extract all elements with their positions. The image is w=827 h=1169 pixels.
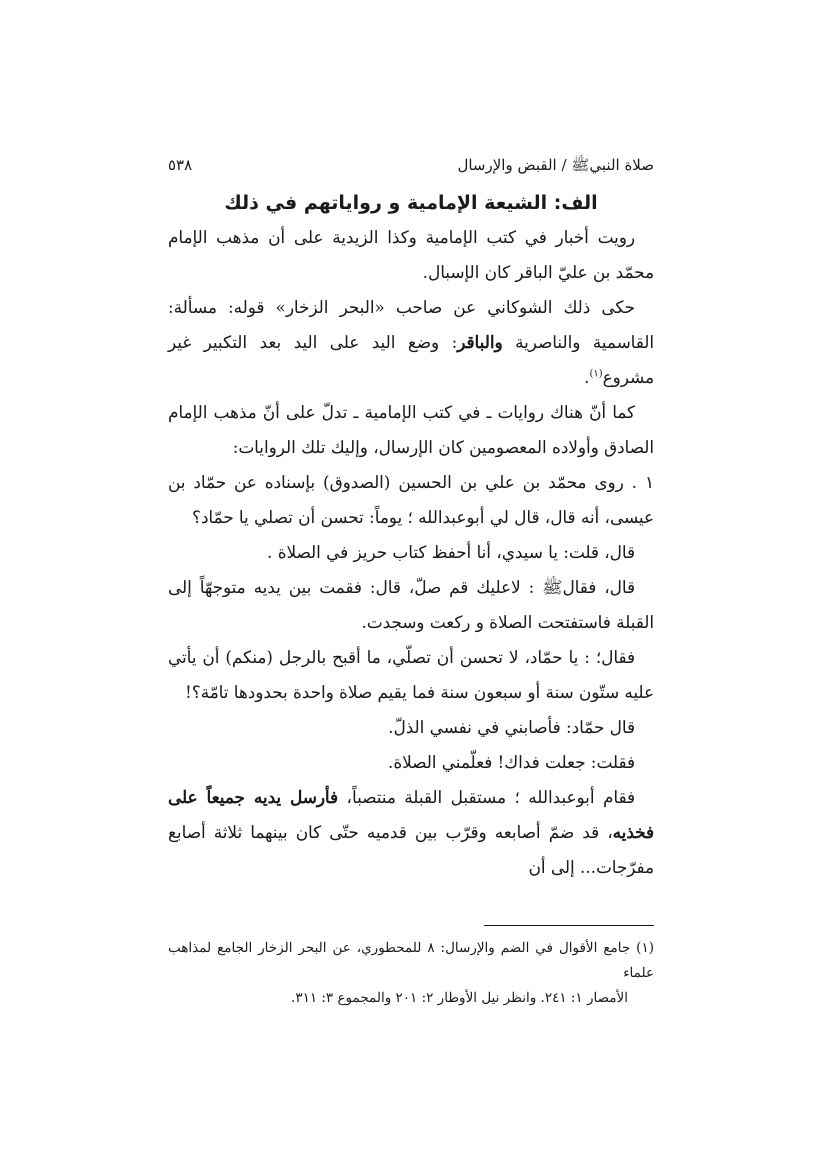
paragraph-10: [168, 780, 654, 885]
paragraph-8: قال حمّاد: فأصابني في نفسي الذلّ.: [388, 717, 635, 737]
page-number: ٥٣٨: [168, 156, 193, 174]
paragraph-4: ١ . روى محمّد بن علي بن الحسين (الصدوق) بإسناده عن حمّاد بن عيسى، أنه قال، قال لي أبوعبدالله ؛ يوماً: تحسن أن تصلي يا حمّاد؟: [168, 472, 654, 527]
paragraph-3: كما أنّ هناك روايات ـ في كتب الإمامية ـ تدلّ على أنّ مذهب الإمام الصادق وأولاده المعصومين كان الإرسال، وإليك تلك الروايات:: [168, 402, 654, 457]
paragraph-10-end: ، قد ضمّ أصابعه وقرّب بين قدميه حتّى كان بينهما ثلاثة أصابع مفرّجات... إلى أن: [168, 822, 654, 877]
paragraph-6: قال، فقالﷺ : لاعليك قم صلّ، قال: فقمت بين يديه متوجهّاً إلى القبلة فاستفتحت الصلاة و ركعت وسجدت.: [168, 577, 654, 632]
footnotes: [168, 936, 654, 1011]
footnote-line-2: الأمصار ١: ٢٤١. وانظر نيل الأوطار ٢: ٢٠١ والمجموع ٣: ٣١١.: [291, 990, 628, 1006]
paragraph-2-end: .: [584, 367, 590, 387]
body-text: [168, 220, 654, 885]
footnote-reference[interactable]: (١): [589, 368, 603, 380]
paragraph-2: [168, 290, 654, 395]
footnote-line-1: (١) جامع الأقوال في الضم والإرسال: ٨ للمحطوري، عن البحر الزخار الجامع لمذاهب علماء: [168, 940, 654, 981]
paragraph-9: فقلت: جعلت فداك! فعلّمني الصلاة.: [388, 752, 635, 772]
running-title: صلاة النبيﷺ / القبض والإرسال: [457, 156, 654, 174]
paragraph-10-start: فقام أبوعبدالله ؛ مستقبل القبلة منتصباً،: [338, 787, 635, 807]
section-title: الف: الشيعة الإمامية و رواياتهم في ذلك: [224, 192, 598, 214]
book-page: [168, 150, 654, 1011]
running-head: [168, 150, 654, 180]
paragraph-1: رويت أخبار في كتب الإمامية وكذا الزيدية على أن مذهب الإمام محمّد بن عليّ الباقر كان الإسبال.: [168, 227, 654, 282]
paragraph-7: فقال؛ : يا حمّاد، لا تحسن أن تصلّي، ما أقبح بالرجل (منكم) أن يأتي عليه ستّون سنة أو سبعون سنة فما يقيم صلاة واحدة بحدودها تامّة؟!: [168, 647, 654, 702]
paragraph-10-bold: فأرسل يديه جميعاً على فخذيه: [168, 787, 654, 842]
paragraph-5: قال، قلت: يا سيدي، أنا أحفظ كتاب حريز في الصلاة .: [267, 542, 635, 562]
paragraph-2-bold: والباقر: [457, 332, 503, 352]
paragraph-2-start: حكى ذلك الشوكاني عن صاحب «البحر الزخار» قوله: مسألة: القاسمية والناصرية: [168, 297, 655, 352]
footnote-separator: [484, 925, 654, 926]
paragraph-2-middle: : وضع اليد على اليد بعد التكبير غير مشروع: [168, 332, 654, 387]
